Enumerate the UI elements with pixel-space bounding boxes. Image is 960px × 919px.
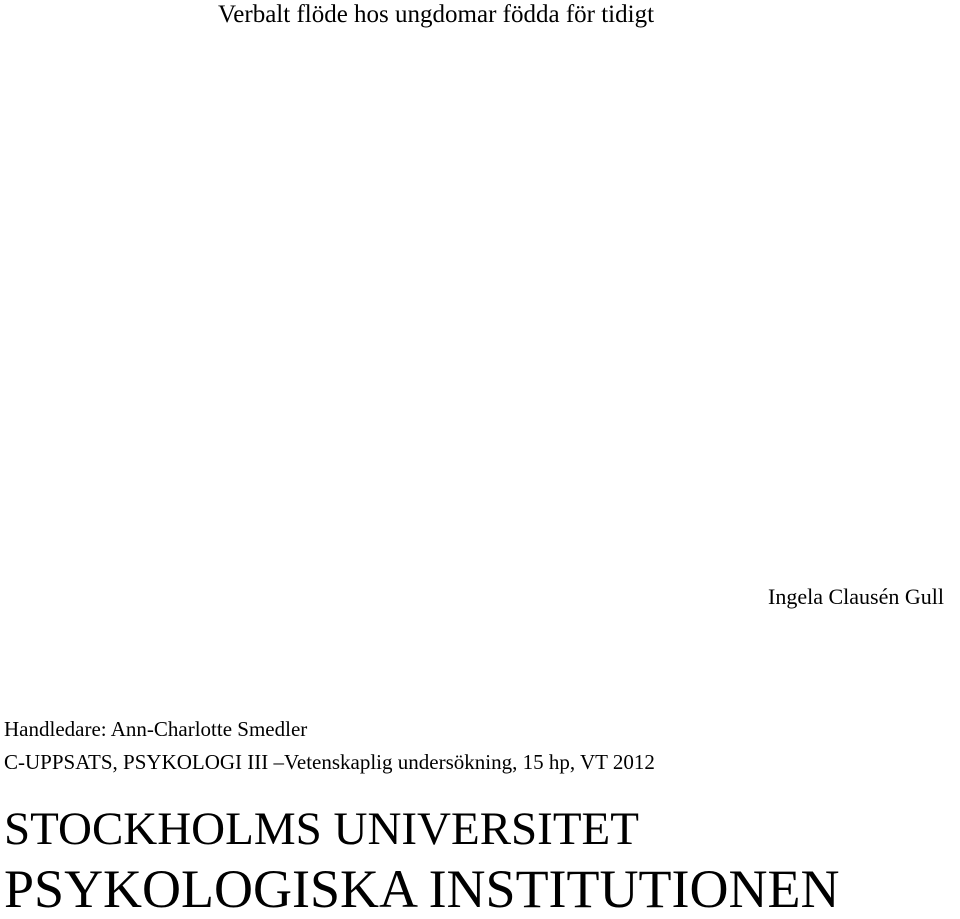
thesis-title: Verbalt flöde hos ungdomar födda för tidigt [218,1,655,28]
department-name: PSYKOLOGISKA INSTITUTIONEN [4,859,840,919]
author-name: Ingela Clausén Gull [768,584,944,609]
supervisor-name: Ann-Charlotte Smedler [110,717,308,741]
supervisor-line [4,716,307,742]
course-info: C-UPPSATS, PSYKOLOGI III –Vetenskaplig undersökning, 15 hp, VT 2012 [4,750,655,774]
university-name: STOCKHOLMS UNIVERSITET [4,803,639,855]
supervisor-label: Handledare: [4,717,107,741]
